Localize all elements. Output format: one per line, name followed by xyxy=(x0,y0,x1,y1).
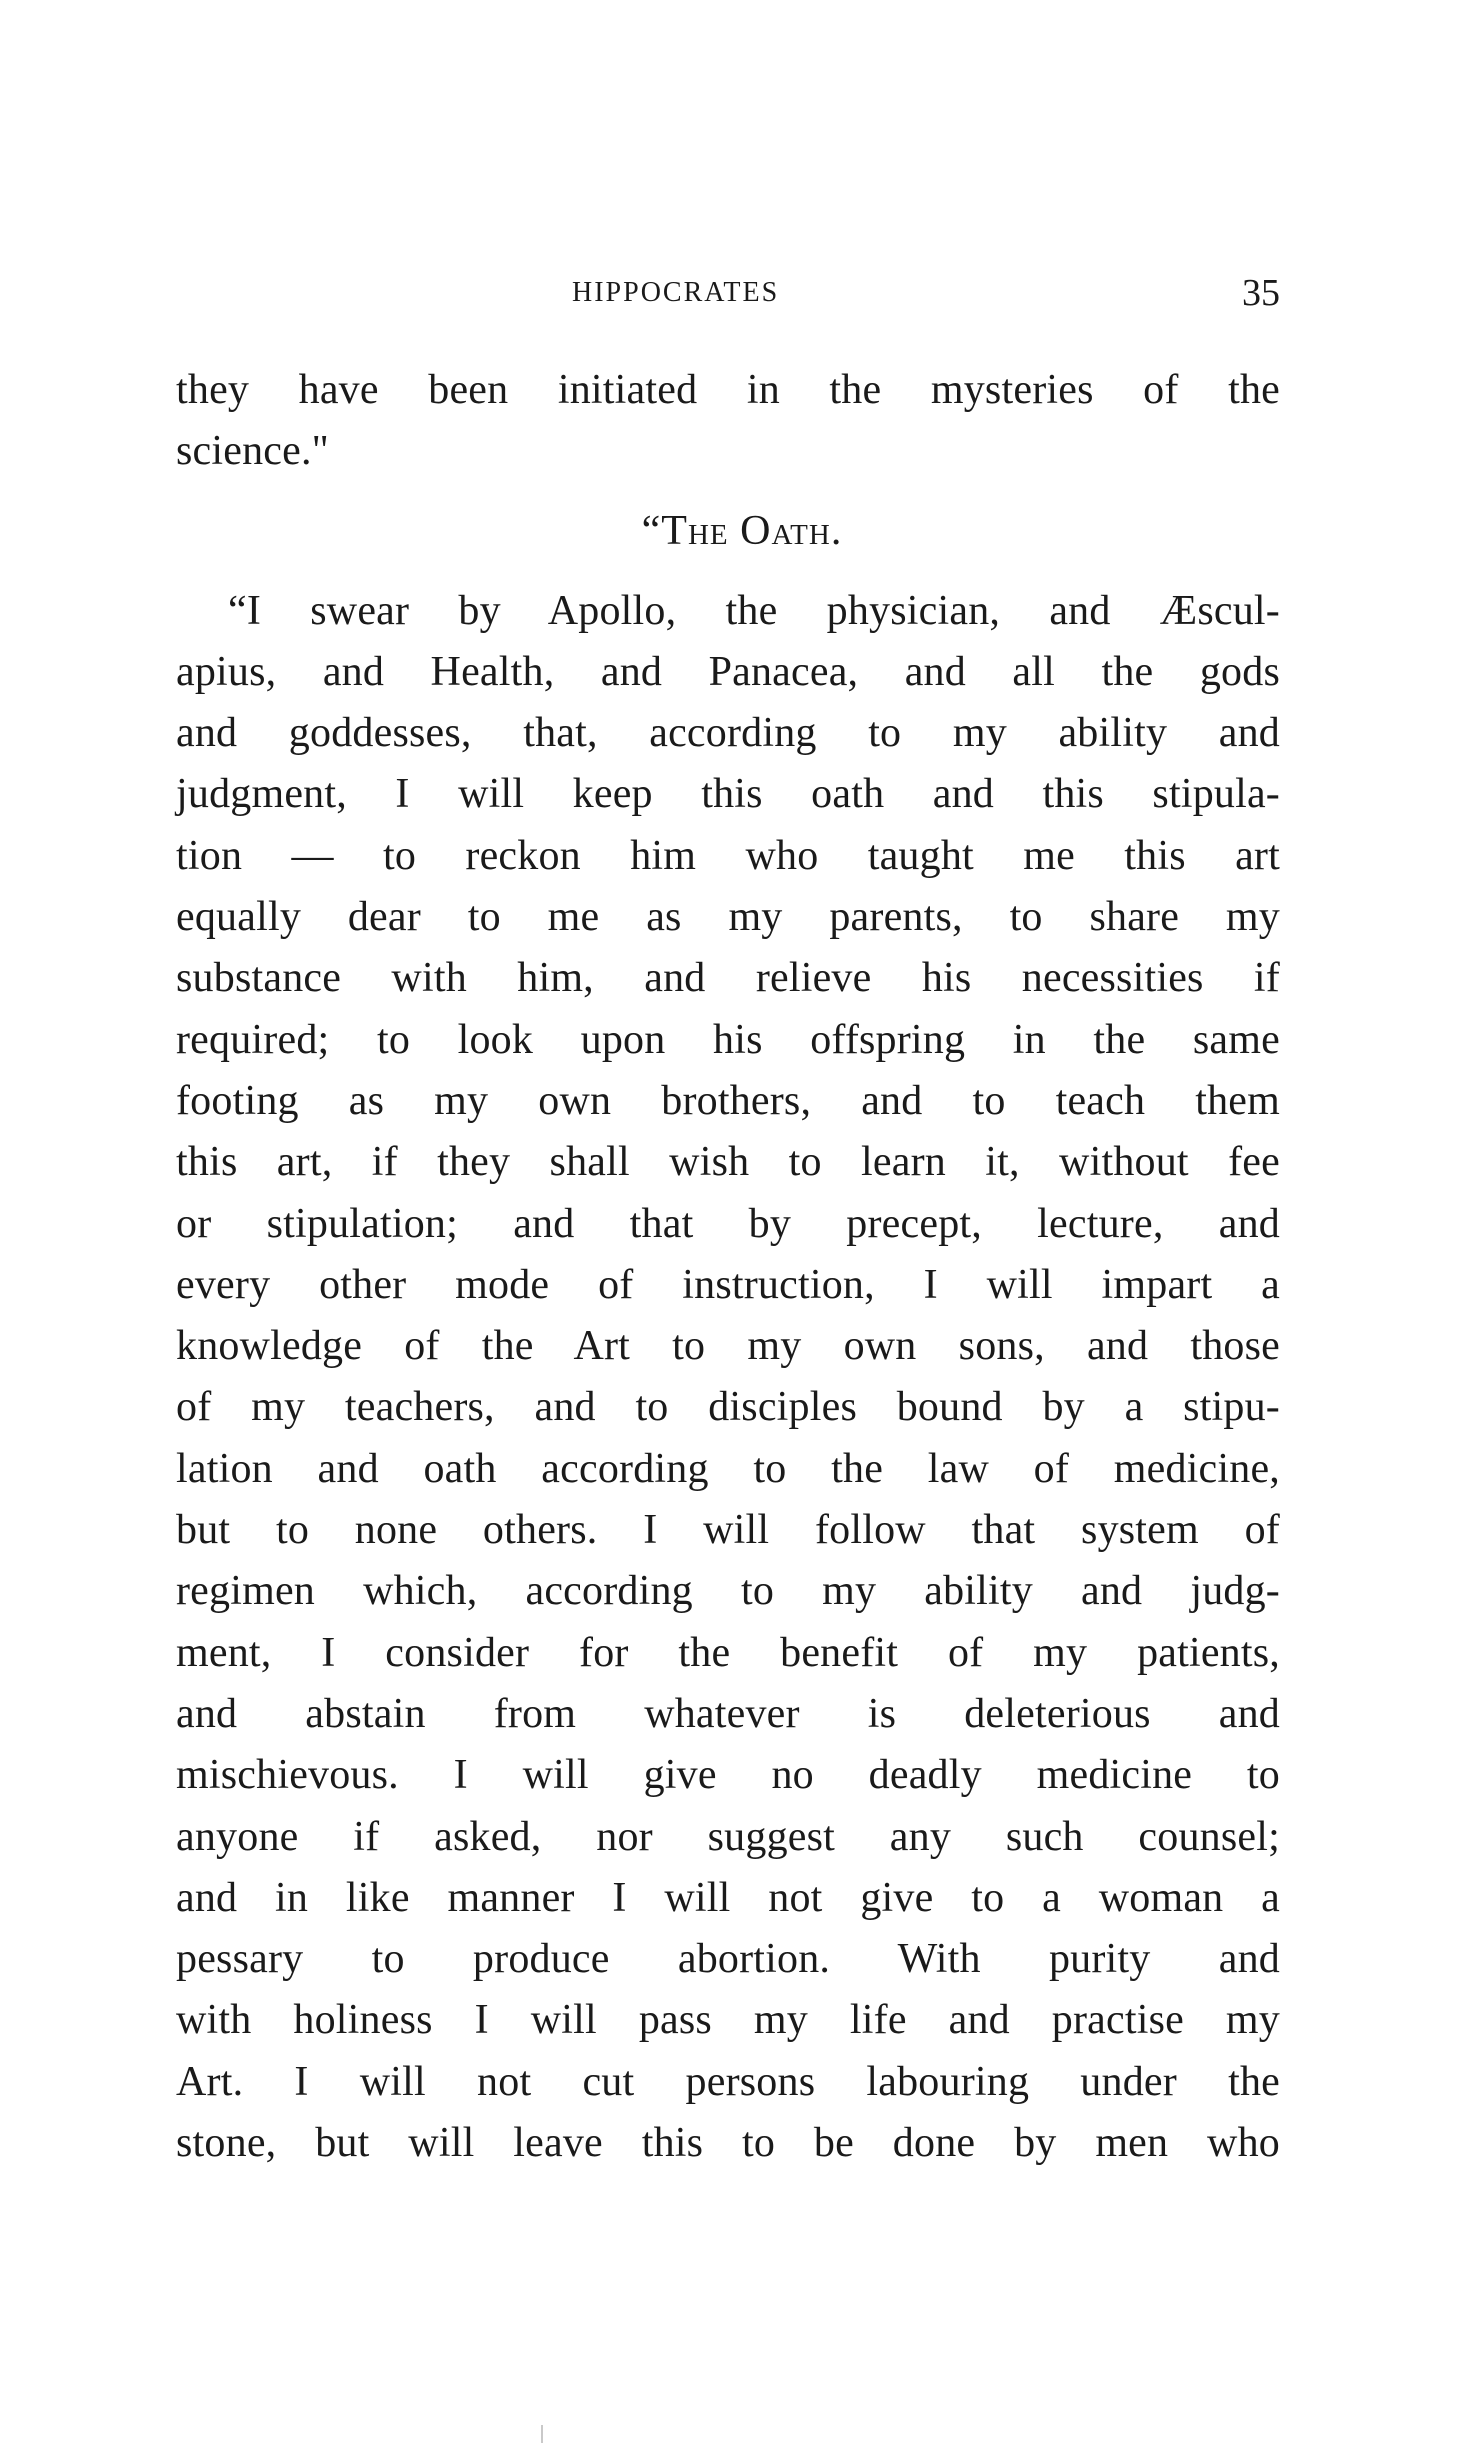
text-line: they have been initiated in the mysteries of the xyxy=(176,367,1280,413)
text-line: substance with him, and relieve his necessities if xyxy=(176,955,1280,1002)
text-line: pessary to produce abortion. With purity and xyxy=(176,1936,1280,1983)
text-line: every other mode of instruction, I will impart a xyxy=(176,1261,1280,1308)
text-line: lation and oath according to the law of medicine, xyxy=(176,1445,1280,1492)
scan-speck xyxy=(541,2425,543,2443)
text-line: science." xyxy=(176,428,330,475)
text-line: regimen which, according to my ability and judg- xyxy=(176,1568,1280,1615)
text-line: knowledge of the Art to my own sons, and those xyxy=(176,1323,1280,1370)
text-line: footing as my own brothers, and to teach them xyxy=(176,1077,1280,1124)
running-head xyxy=(0,273,1459,313)
text-line: equally dear to me as my parents, to share my xyxy=(176,894,1280,941)
text-line: and in like manner I will not give to a woman a xyxy=(176,1874,1280,1921)
text-line: “I swear by Apollo, the physician, and Æscul- xyxy=(228,587,1280,634)
section-heading: “The Oath. xyxy=(641,507,843,554)
text-line: this art, if they shall wish to learn it, without fee xyxy=(176,1139,1280,1186)
text-line: required; to look upon his offspring in the same xyxy=(176,1016,1280,1063)
text-line: ment, I consider for the benefit of my patients, xyxy=(176,1629,1280,1676)
running-title: HIPPOCRATES xyxy=(572,277,780,308)
text-line: tion — to reckon him who taught me this art xyxy=(176,832,1280,879)
text-line: anyone if asked, nor suggest any such counsel; xyxy=(176,1813,1280,1860)
text-line: with holiness I will pass my life and practise my xyxy=(176,1997,1280,2044)
text-line: and abstain from whatever is deleterious and xyxy=(176,1690,1280,1737)
text-line: but to none others. I will follow that system of xyxy=(176,1507,1280,1554)
page-number: 35 xyxy=(1242,272,1280,314)
text-line: or stipulation; and that by precept, lecture, and xyxy=(176,1200,1280,1247)
text-line: Art. I will not cut persons labouring under the xyxy=(176,2058,1280,2105)
text-block xyxy=(176,360,1280,2174)
text-line: of my teachers, and to disciples bound by a stipu- xyxy=(176,1384,1280,1431)
text-line: and goddesses, that, according to my ability and xyxy=(176,710,1280,757)
text-line: mischievous. I will give no deadly medicine to xyxy=(176,1752,1280,1799)
text-line: apius, and Health, and Panacea, and all the gods xyxy=(176,648,1280,695)
text-line: stone, but will leave this to be done by men who xyxy=(176,2120,1280,2167)
text-line: judgment, I will keep this oath and this stipula- xyxy=(176,771,1280,818)
